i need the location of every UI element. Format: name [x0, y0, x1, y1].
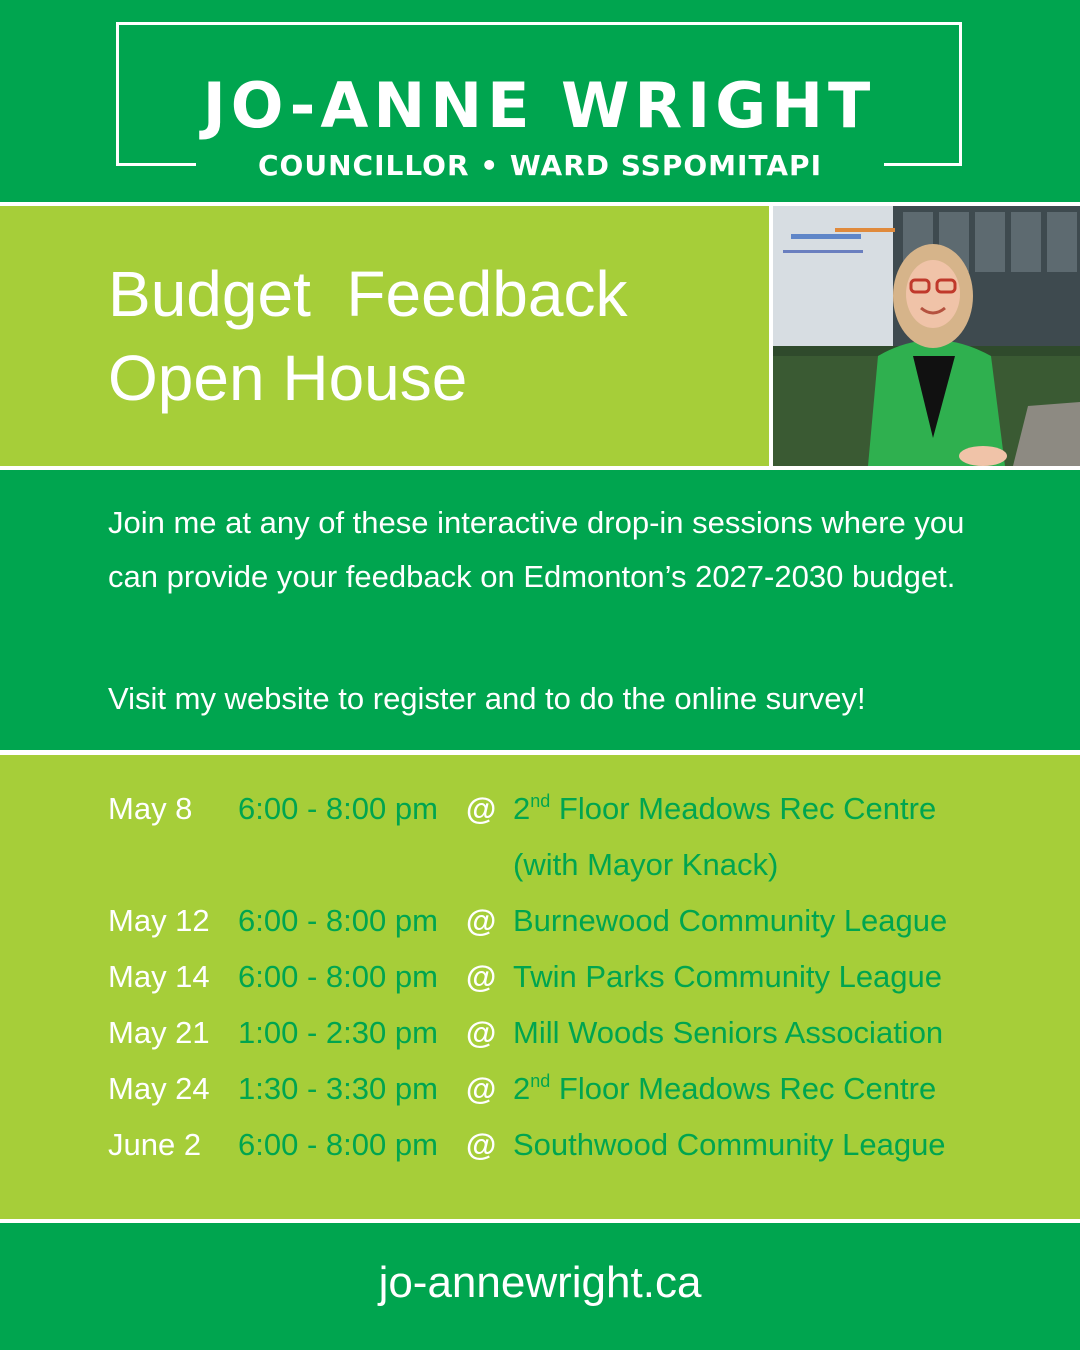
session-location: Southwood Community League	[513, 1127, 946, 1162]
councillor-photo-illustration	[773, 206, 1080, 466]
schedule-row	[0, 893, 1080, 949]
session-location: Twin Parks Community League	[513, 959, 943, 994]
at-symbol: @	[466, 959, 497, 994]
schedule-row	[0, 781, 1080, 837]
at-symbol: @	[466, 903, 497, 938]
session-time: 1:30 - 3:30 pm	[238, 1071, 438, 1106]
session-time: 1:00 - 2:30 pm	[238, 1015, 438, 1050]
visit-website-text: Visit my website to register and to do the online survey!	[108, 681, 866, 716]
session-location	[513, 1061, 936, 1117]
intro-band	[0, 470, 1080, 750]
event-title	[108, 252, 627, 420]
session-time: 6:00 - 8:00 pm	[238, 903, 438, 938]
schedule-row-note	[0, 837, 1080, 893]
session-time: 6:00 - 8:00 pm	[238, 959, 438, 994]
location-name: Floor Meadows Rec Centre	[550, 1071, 937, 1106]
at-symbol: @	[466, 1015, 497, 1050]
at-symbol: @	[466, 1127, 497, 1162]
at-symbol: @	[466, 791, 497, 826]
session-date: May 12	[108, 903, 210, 938]
session-time: 6:00 - 8:00 pm	[238, 1127, 438, 1162]
session-date: May 21	[108, 1015, 210, 1050]
schedule-row	[0, 1005, 1080, 1061]
schedule-row	[0, 1117, 1080, 1173]
location-ordinal-suffix: nd	[530, 791, 551, 811]
schedule-band	[0, 755, 1080, 1219]
footer-band	[0, 1223, 1080, 1350]
session-location: Mill Woods Seniors Association	[513, 1015, 944, 1050]
session-location: Burnewood Community League	[513, 903, 948, 938]
location-ordinal: 2	[513, 1071, 531, 1106]
location-name: Floor Meadows Rec Centre	[550, 791, 937, 826]
location-ordinal-suffix: nd	[530, 1071, 551, 1091]
at-symbol: @	[466, 1071, 497, 1106]
session-note: (with Mayor Knack)	[513, 847, 779, 882]
councillor-photo	[773, 206, 1080, 466]
event-title-line2: Open House	[108, 342, 468, 414]
councillor-name: JO-ANNE WRIGHT	[202, 69, 876, 142]
event-title-line1: Budget Feedback	[108, 258, 628, 330]
website-link[interactable]: jo-annewright.ca	[378, 1258, 702, 1307]
session-time: 6:00 - 8:00 pm	[238, 791, 438, 826]
header-band	[0, 0, 1080, 202]
session-date: June 2	[108, 1127, 202, 1162]
councillor-role: COUNCILLOR • WARD SSPOMITAPI	[196, 146, 884, 186]
session-date: May 8	[108, 791, 193, 826]
schedule-row	[0, 1061, 1080, 1117]
session-location	[513, 781, 936, 837]
intro-text: Join me at any of these interactive drop-in sessions where you can provide your feedback on Edmonton’s 2027-2030 budget.	[108, 505, 965, 594]
title-band	[0, 206, 769, 466]
name-frame	[116, 22, 962, 166]
schedule-row	[0, 949, 1080, 1005]
location-ordinal: 2	[513, 791, 531, 826]
session-date: May 24	[108, 1071, 210, 1106]
session-date: May 14	[108, 959, 210, 994]
